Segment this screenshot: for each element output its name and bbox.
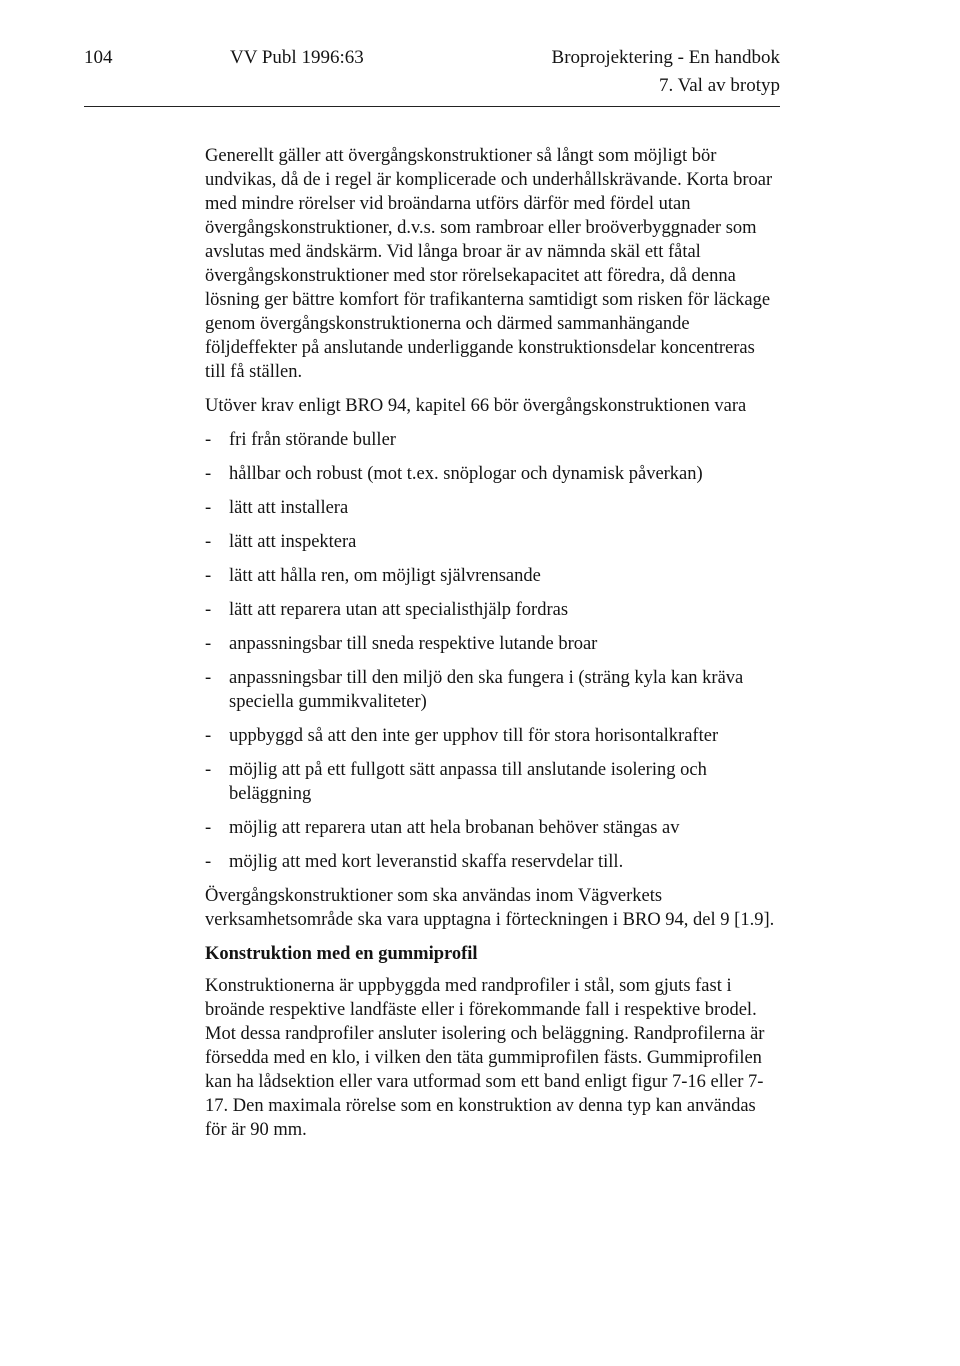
list-marker: -	[205, 532, 212, 552]
intro-paragraph: Generellt gäller att övergångskonstruktioner så långt som möjligt bör undvikas, då de i regel är komplicerade och underhållskrävande. Korta broar med mindre rörelser vid broändarna utförs därför med fördel utan övergångskonstruktioner, d.v.s. som rambroar eller broöverbyggnader som avslutas med ändskärm. Vid långa broar är av nämnda skäl ett fåtal övergångskonstruktioner med stor rörelsekapacitet att föredra, då denna lösning ger bättre komfort för trafikanterna samtidigt som risken för läckage genom övergångskonstruktionerna och därmed sammanhängande följdeffekter på anslutande underliggande konstruktionsdelar koncentreras till få ställen.	[205, 146, 773, 382]
list-item	[205, 758, 780, 806]
header-rule	[84, 106, 780, 107]
list-item-text: möjlig att reparera utan att hela brobanan behöver stängas av	[229, 818, 680, 838]
list-item	[205, 496, 780, 520]
list-item	[205, 816, 780, 840]
list-item-text: lätt att inspektera	[229, 532, 357, 552]
list-item-text: lätt att installera	[229, 498, 349, 518]
list-item	[205, 428, 780, 452]
list-item	[205, 850, 780, 874]
list-item-text: lätt att hålla ren, om möjligt självrensande	[229, 566, 541, 586]
list-item-text: hållbar och robust (mot t.ex. snöplogar och dynamisk påverkan)	[229, 464, 703, 484]
list-item	[205, 598, 780, 622]
list-item-text: lätt att reparera utan att specialisthjälp fordras	[229, 600, 569, 620]
page-header	[84, 44, 780, 102]
list-item-text: möjlig att med kort leveranstid skaffa reservdelar till.	[229, 852, 624, 872]
list-item-text: möjlig att på ett fullgott sätt anpassa till anslutande isolering och beläggning	[229, 760, 707, 804]
list-marker: -	[205, 760, 212, 780]
list-item	[205, 530, 780, 554]
list-item	[205, 666, 780, 714]
list-marker: -	[205, 498, 212, 518]
list-item	[205, 564, 780, 588]
list-marker: -	[205, 430, 212, 450]
page-number: 104	[84, 47, 113, 68]
list-marker: -	[205, 600, 212, 620]
list-item-text: anpassningsbar till den miljö den ska fungera i (sträng kyla kan kräva speciella gummikvaliteter)	[229, 668, 744, 712]
section-heading: Konstruktion med en gummiprofil	[205, 944, 478, 964]
list-marker: -	[205, 464, 212, 484]
registry-paragraph: Övergångskonstruktioner som ska användas inom Vägverkets verksamhetsområde ska vara upptagna i förteckningen i BRO 94, del 9 [1.9].	[205, 886, 775, 930]
chapter-title: 7. Val av brotyp	[658, 75, 780, 96]
list-item	[205, 724, 780, 748]
book-title: Broprojektering - En handbok	[551, 47, 780, 68]
list-marker: -	[205, 726, 212, 746]
requirements-intro: Utöver krav enligt BRO 94, kapitel 66 bör övergångskonstruktionen vara	[205, 396, 747, 416]
section-paragraph: Konstruktionerna är uppbyggda med randprofiler i stål, som gjuts fast i broände respektive landfäste eller i förekommande fall i respektive brodel. Mot dessa randprofiler ansluter isolering och beläggning. Randprofilerna är försedda med en klo, i vilken den täta gummiprofilen fästs. Gummiprofilen kan ha lådsektion eller vara utformad som ett band enligt figur 7-16 eller 7-17. Den maximala rörelse som en konstruktion av denna typ kan användas för är 90 mm.	[205, 976, 765, 1140]
list-marker: -	[205, 668, 212, 688]
list-marker: -	[205, 634, 212, 654]
list-marker: -	[205, 818, 212, 838]
list-item	[205, 462, 780, 486]
list-marker: -	[205, 852, 212, 872]
list-marker: -	[205, 566, 212, 586]
list-item-text: fri från störande buller	[229, 430, 396, 450]
list-item-text: anpassningsbar till sneda respektive lutande broar	[229, 634, 598, 654]
page-body	[205, 144, 780, 1152]
publication-id: VV Publ 1996:63	[230, 47, 364, 68]
list-item	[205, 632, 780, 656]
list-item-text: uppbyggd så att den inte ger upphov till för stora horisontalkrafter	[229, 726, 719, 746]
header-titles	[552, 44, 780, 100]
requirements-list	[205, 428, 780, 874]
